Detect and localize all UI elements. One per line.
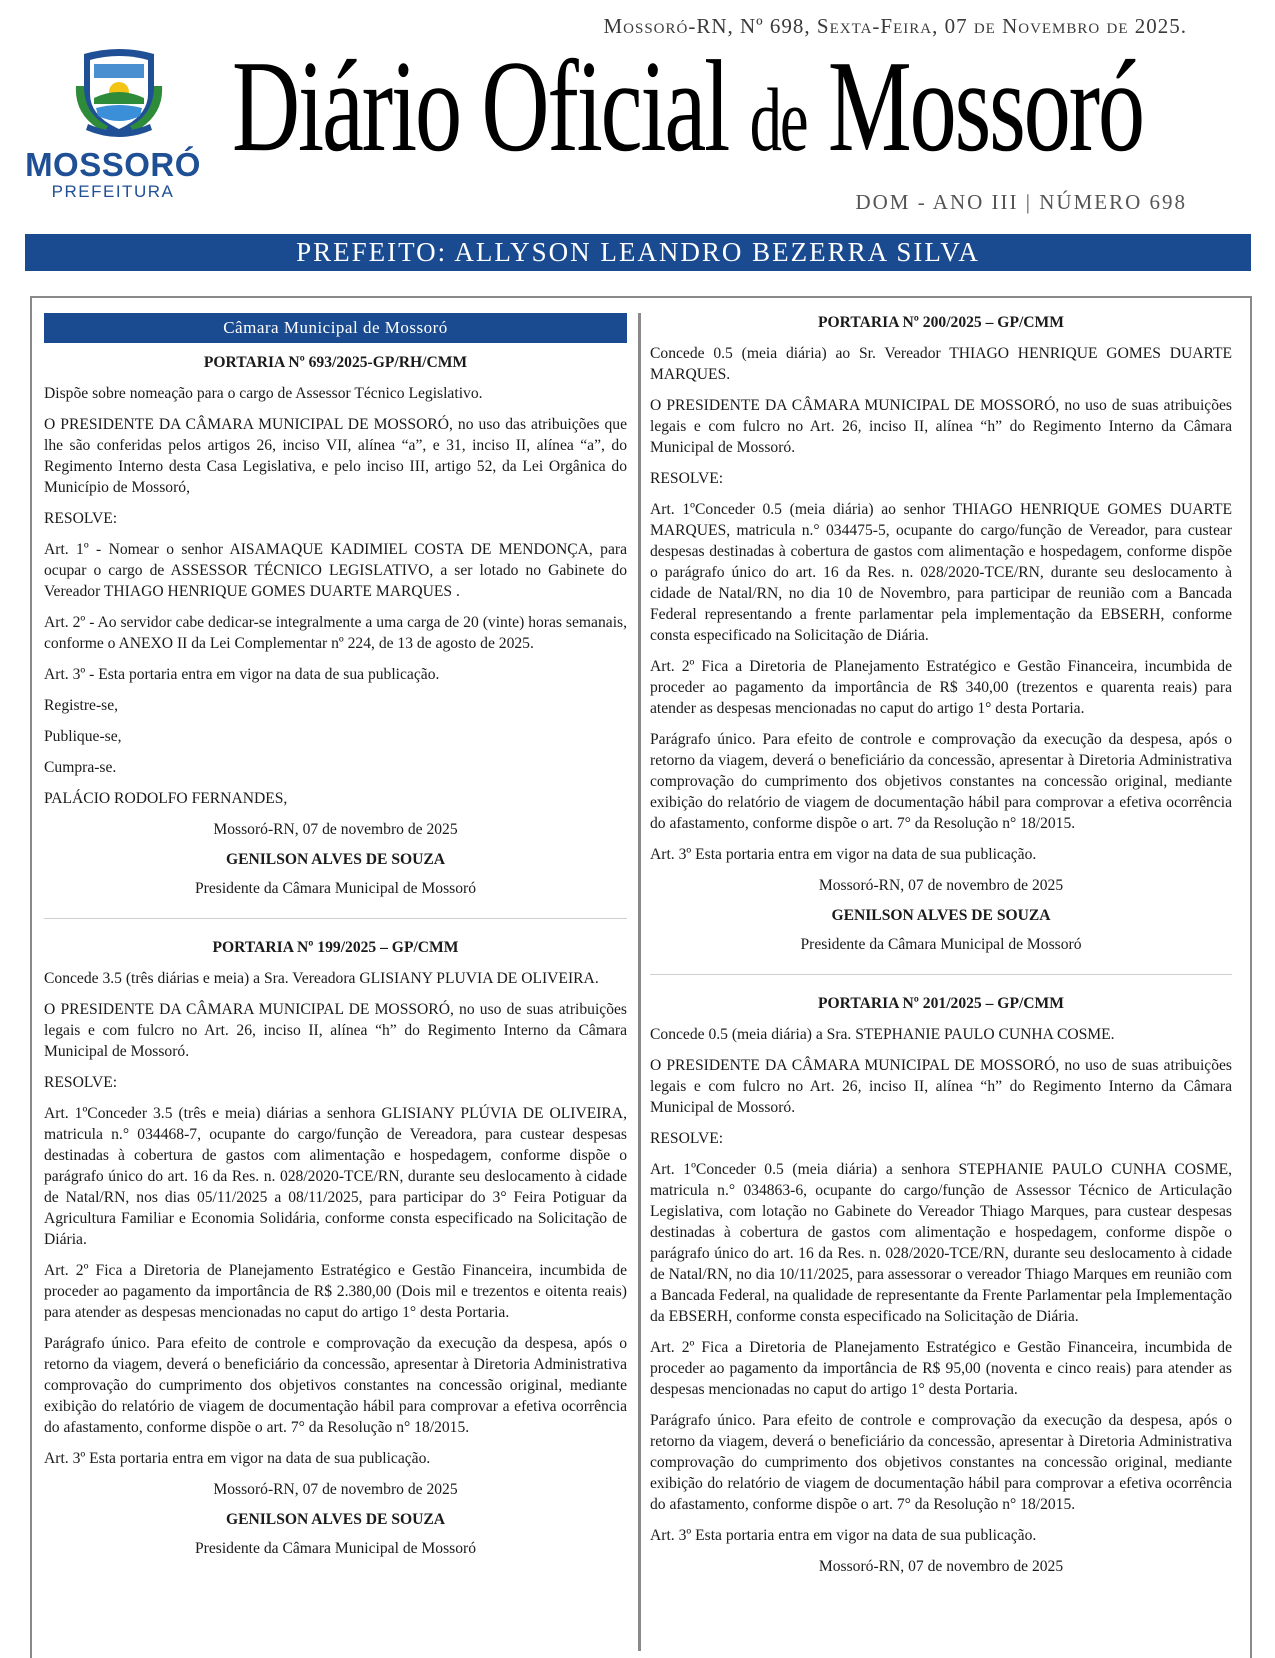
preamble: O PRESIDENTE DA CÂMARA MUNICIPAL DE MOSSORÓ, no uso de suas atribuições legais e com fulcro no Art. 26, inciso II, alínea “h” do Regimento Interno da Câmara Municipal de Mossoró. [650, 1057, 1232, 1116]
left-column [44, 313, 627, 1568]
right-column [650, 312, 1232, 1587]
portaria-title: PORTARIA Nº 201/2025 – GP/CMM [818, 995, 1064, 1012]
paragraph-unico: Parágrafo único. Para efeito de controle e comprovação da execução da despesa, após o retorno da viagem, deverá o beneficiário da concessão, apresentar à Diretoria Administrativa comprovação do cumprimento dos objetivos constantes na concessão original, mediante exibição do relatório de viagem de documentação hábil para comprovar a efetiva ocorrência do afastamento, conforme dispõe o art. 7° da Resolução n° 18/2015. [650, 1412, 1232, 1513]
ementa: Dispõe sobre nomeação para o cargo de Assessor Técnico Legislativo. [44, 385, 483, 402]
masthead-word: Mossoró [827, 34, 1143, 179]
article: Art. 3º - Esta portaria entra em vigor na data de sua publicação. [44, 666, 440, 683]
portaria-title: PORTARIA Nº 200/2025 – GP/CMM [818, 314, 1064, 331]
signatory-name: GENILSON ALVES DE SOUZA [831, 907, 1051, 924]
paragraph-unico: Parágrafo único. Para efeito de controle e comprovação da execução da despesa, após o retorno da viagem, deverá o beneficiário da concessão, apresentar à Diretoria Administrativa comprovação do cumprimento dos objetivos constantes na concessão original, mediante exibição do relatório de viagem de documentação hábil para comprovar a efetiva ocorrência do afastamento, conforme dispõe o art. 7° da Resolução n° 18/2015. [44, 1335, 627, 1436]
article: Art. 1ºConceder 0.5 (meia diária) a senhora STEPHANIE PAULO CUNHA COSME, matricula n.° 034863-6, ocupante do cargo/função de Assessor Técnico de Articulação Legislativa, com lotação no Gabinete do Vereador Thiago Marques, para custear despesas destinadas à cobertura de gastos com alimentação e hospedagem, conforme dispõe o parágrafo único do art. 16 da Res. n. 028/2020-TCE/RN, durante seu deslocamento à cidade de Natal/RN, no dia 10/11/2025, para assessorar o vereador Thiago Marques em reunião com a Bancada Federal, na qualidade de representante da Frente Parlamentar pela Implementação da EBSERH, conforme consta especificado na Solicitação de Diária. [650, 1161, 1232, 1325]
ementa: Concede 3.5 (três diárias e meia) a Sra. Vereadora GLISIANY PLUVIA DE OLIVEIRA. [44, 970, 599, 987]
article: Art. 2º Fica a Diretoria de Planejamento Estratégico e Gestão Financeira, incumbida de proceder ao pagamento da importância de R$ 2.380,00 (Dois mil e trezentos e oitenta reais) para atender as despesas mencionadas no caput do artigo 1° desta Portaria. [44, 1262, 627, 1321]
article: Art. 2º - Ao servidor cabe dedicar-se integralmente a uma carga de 20 (vinte) horas semanais, conforme o ANEXO II da Lei Complementar nº 224, de 13 de agosto de 2025. [44, 614, 627, 652]
logo-name: MOSSORÓ [25, 146, 201, 183]
section-separator [44, 918, 627, 919]
resolve: RESOLVE: [650, 1130, 724, 1147]
mayor-banner: PREFEITO: ALLYSON LEANDRO BEZERRA SILVA [25, 234, 1251, 271]
closing-line: Cumpra-se. [44, 759, 117, 776]
article: Art. 3º Esta portaria entra em vigor na data de sua publicação. [44, 1450, 431, 1467]
article: Art. 2º Fica a Diretoria de Planejamento Estratégico e Gestão Financeira, incumbida de proceder ao pagamento da importância de R$ 340,00 (trezentos e quarenta reais) para atender as despesas mencionadas no caput do artigo 1° desta Portaria. [650, 658, 1232, 717]
paragraph-unico: Parágrafo único. Para efeito de controle e comprovação da execução da despesa, após o retorno da viagem, deverá o beneficiário da concessão, apresentar à Diretoria Administrativa comprovação do cumprimento dos objetivos constantes na concessão original, mediante exibição do relatório de viagem de documentação hábil para comprovar a efetiva ocorrência do afastamento, conforme dispõe o art. 7° da Resolução n° 18/2015. [650, 731, 1232, 832]
article: Art. 1ºConceder 0.5 (meia diária) ao senhor THIAGO HENRIQUE GOMES DUARTE MARQUES, matricula n.° 034475-5, ocupante do cargo/função de Vereador, para custear despesas destinadas à cobertura de gastos com alimentação e hospedagem, conforme dispõe o parágrafo único do art. 16 da Res. n. 028/2020-TCE/RN, durante seu deslocamento à cidade de Natal/RN, no dia 10 de Novembro, para participar de reunião com a Bancada Federal representando a frente parlamentar pela implementação da EBSERH, conforme consta especificado na Solicitação de Diária. [650, 501, 1232, 644]
city-coat-of-arms-icon [74, 46, 164, 138]
masthead-title [232, 32, 1143, 182]
edition-number: DOM - ANO III | NÚMERO 698 [855, 190, 1187, 214]
masthead-word: de [749, 71, 807, 170]
preamble: O PRESIDENTE DA CÂMARA MUNICIPAL DE MOSSORÓ, no uso de suas atribuições legais e com fulcro no Art. 26, inciso II, alínea “h” do Regimento Interno da Câmara Municipal de Mossoró. [650, 397, 1232, 456]
preamble: O PRESIDENTE DA CÂMARA MUNICIPAL DE MOSSORÓ, no uso de suas atribuições legais e com fulcro no Art. 26, inciso II, alínea “h” do Regimento Interno da Câmara Municipal de Mossoró. [44, 1001, 627, 1060]
signature-date: Mossoró-RN, 07 de novembro de 2025 [213, 821, 458, 838]
closing-line: Registre-se, [44, 697, 119, 714]
article: Art. 1ºConceder 3.5 (três e meia) diárias a senhora GLISIANY PLÚVIA DE OLIVEIRA, matricula n.° 034468-7, ocupante do cargo/função de Vereadora, para custear despesas destinadas à cobertura de gastos com alimentação e hospedagem, conforme dispõe o parágrafo único do art. 16 da Res. n. 028/2020-TCE/RN, durante seu deslocamento à cidade de Natal/RN, nos dias 05/11/2025 a 08/11/2025, para participar do 3° Feira Potiguar da Agricultura Familiar e Economia Solidária, conforme consta especificado na Solicitação de Diária. [44, 1105, 627, 1248]
column-divider [638, 313, 641, 1651]
signatory-role: Presidente da Câmara Municipal de Mossoró [800, 936, 1082, 953]
masthead-word: Oficial [481, 34, 729, 179]
ementa: Concede 0.5 (meia diária) ao Sr. Vereador THIAGO HENRIQUE GOMES DUARTE MARQUES. [650, 345, 1232, 383]
article: Art. 3º Esta portaria entra em vigor na data de sua publicação. [650, 1527, 1037, 1544]
portaria-title: PORTARIA Nº 693/2025-GP/RH/CMM [203, 354, 468, 371]
preamble: O PRESIDENTE DA CÂMARA MUNICIPAL DE MOSSORÓ, no uso das atribuições que lhe são conferidas pelos artigos 26, inciso VII, alínea “a”, e 31, inciso II, alínea “a”, do Regimento Interno desta Casa Legislativa, e pelo inciso III, artigo 52, da Lei Orgânica do Município de Mossoró, [44, 416, 627, 496]
signature-date: Mossoró-RN, 07 de novembro de 2025 [818, 1558, 1064, 1575]
resolve: RESOLVE: [650, 470, 724, 487]
ementa: Concede 0.5 (meia diária) a Sra. STEPHANIE PAULO CUNHA COSME. [650, 1026, 1115, 1043]
article: Art. 3º Esta portaria entra em vigor na data de sua publicação. [650, 846, 1037, 863]
signature-date: Mossoró-RN, 07 de novembro de 2025 [818, 877, 1064, 894]
section-separator [650, 974, 1232, 975]
signatory-role: Presidente da Câmara Municipal de Mossoró [194, 1540, 477, 1557]
signatory-name: GENILSON ALVES DE SOUZA [225, 851, 446, 868]
logo-subtitle: PREFEITURA [51, 182, 175, 201]
portaria-title: PORTARIA Nº 199/2025 – GP/CMM [212, 939, 459, 956]
signatory-name: GENILSON ALVES DE SOUZA [225, 1511, 446, 1528]
prefeitura-logo [24, 46, 202, 206]
signature-date: Mossoró-RN, 07 de novembro de 2025 [213, 1481, 458, 1498]
dateline: Mossoró-RN, Nº 698, Sexta-Feira, 07 de Novembro de 2025. [603, 14, 1187, 38]
palace-line: PALÁCIO RODOLFO FERNANDES, [44, 790, 288, 807]
section-title: Câmara Municipal de Mossoró [44, 313, 627, 343]
article: Art. 2º Fica a Diretoria de Planejamento Estratégico e Gestão Financeira, incumbida de proceder ao pagamento da importância de R$ 95,00 (noventa e cinco reais) para atender as despesas mencionadas no caput do artigo 1° desta Portaria. [650, 1339, 1232, 1398]
article: Art. 1º - Nomear o senhor AISAMAQUE KADIMIEL COSTA DE MENDONÇA, para ocupar o cargo de ASSESSOR TÉCNICO LEGISLATIVO, a ser lotado no Gabinete do Vereador THIAGO HENRIQUE GOMES DUARTE MARQUES . [44, 541, 627, 600]
closing-line: Publique-se, [44, 728, 122, 745]
resolve: RESOLVE: [44, 510, 118, 527]
signatory-role: Presidente da Câmara Municipal de Mossoró [194, 880, 477, 897]
masthead-word: Diário [232, 34, 461, 179]
resolve: RESOLVE: [44, 1074, 118, 1091]
